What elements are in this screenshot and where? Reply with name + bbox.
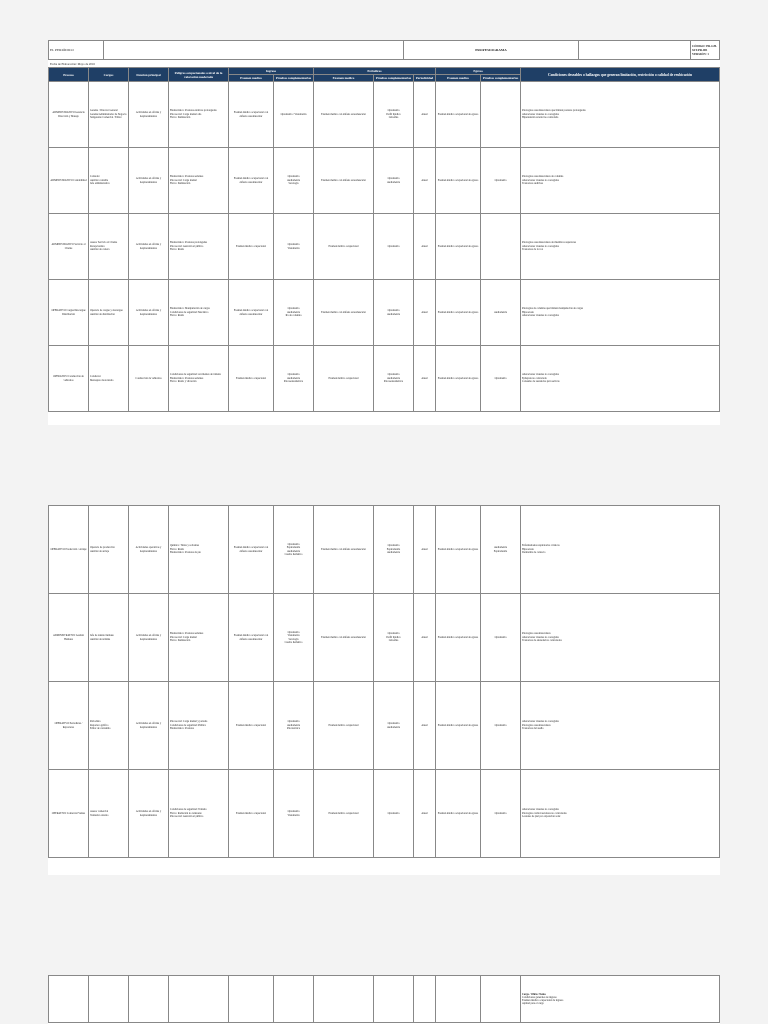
list-item: Biomecánico: Posturas estáticas prolongadas: [170, 109, 217, 113]
list-item: Audiometría: [386, 551, 401, 555]
list-item: Operario de producción: [90, 546, 115, 550]
cell-egreso-examen: Examen médico ocupacional de egreso: [436, 594, 481, 682]
cell-cargos: [89, 214, 129, 280]
cell-cargos: [89, 594, 129, 682]
cell-proceso: OPERATIVO Producción / Arriaje: [49, 506, 89, 594]
list-item: Audiometría: [493, 546, 508, 550]
table-body-2: [49, 506, 720, 858]
cell-cargos: [89, 148, 129, 214]
cell-egreso-examen: Examen médico ocupacional de egreso: [436, 148, 481, 214]
list-item: Trastornos de la voz: [522, 248, 544, 252]
list-item: Físico: Radiación no ionizante: [170, 811, 202, 815]
list-item: Optometría: [287, 307, 300, 311]
cell-periodico-pruebas: [374, 346, 414, 412]
list-item: Psicosocial: Carga mental alta: [170, 112, 202, 116]
list-item: Audiometría: [286, 310, 301, 314]
cell-egreso-examen: Examen médico ocupacional de egreso: [436, 682, 481, 770]
list-item: Optometría: [387, 109, 400, 113]
cell-proceso: OPERATIVO Periodistas / Reporteros: [49, 682, 89, 770]
col-egreso-examen: Examen medico: [436, 75, 481, 82]
cell-ingreso-examen: Examen médico ocupacional con énfasis osteomuscular: [229, 506, 274, 594]
cell-periodicidad: Anual: [414, 280, 436, 346]
table-row: [49, 214, 720, 280]
cell-egreso-pruebas: [481, 506, 521, 594]
cell-egreso-examen: Examen médico ocupacional de egreso: [436, 506, 481, 594]
cell-egreso-examen: Examen médico ocupacional de egreso: [436, 770, 481, 858]
cell-periodico-examen: Examen médico ocupacional: [314, 682, 374, 770]
list-item: Patologías osteomusculares de columna: [522, 175, 564, 179]
cell-periodico-examen: Examen médico con énfasis osteomuscular: [314, 594, 374, 682]
table-row: [49, 82, 720, 148]
col-condiciones: Condiciones deseables o hallazgos que generan limitación, restricción o calidad de reubicación: [521, 68, 720, 82]
col-periodico-pruebas: Pruebas complementarias: [374, 75, 414, 82]
cell-ingreso-pruebas: [274, 280, 314, 346]
cell-periodico-examen: Examen médico con énfasis osteomuscular: [314, 280, 374, 346]
cell-ingreso-examen: Examen médico ocupacional: [229, 682, 274, 770]
list-item: Alteraciones visuales no corregidas: [522, 178, 559, 182]
cell-egreso-pruebas: [481, 770, 521, 858]
cond-line: Aptitud para el cargo: [522, 1002, 544, 1005]
cell-periodicidad: Anual: [414, 82, 436, 148]
list-item: Optometría: [387, 544, 400, 548]
profesiograma-table-3: [48, 975, 720, 1023]
col-funcion: Función principal: [129, 68, 169, 82]
list-item: Trastornos de ansiedad no controlados: [522, 639, 562, 643]
list-item: Biomecánico: Posturas sedentes: [170, 175, 204, 179]
list-item: Optometría: [387, 632, 400, 636]
cell-periodicidad: Anual: [414, 346, 436, 412]
cell-periodico-examen: Examen médico ocupacional: [314, 214, 374, 280]
document-title: PROFESIOGRAMA: [404, 41, 579, 60]
table-row: [49, 594, 720, 682]
cell-proceso: ADMINISTRATIVO Contabilidad: [49, 148, 89, 214]
list-item: Trastornos del sueño: [522, 727, 544, 731]
list-item: Audiometría: [286, 549, 301, 553]
cell-proceso: OPERATIVO Comercial Ventas: [49, 770, 89, 858]
list-item: Optometría: [287, 243, 300, 247]
col-cargos: Cargos: [89, 68, 129, 82]
cell-proceso: ADMINISTRATIVO Gerencia Dirección y Manejo: [49, 82, 89, 148]
cell-cargos: [89, 346, 129, 412]
cell-ingreso-examen: Examen médico ocupacional: [229, 346, 274, 412]
cell-egreso-examen: Examen médico ocupacional de egreso: [436, 280, 481, 346]
list-item: Visiometría: [287, 813, 300, 817]
cell-ingreso-examen: Examen médico ocupacional con énfasis osteomuscular: [229, 280, 274, 346]
list-item: Optometría: [494, 723, 507, 727]
cell-peligros: [169, 346, 229, 412]
profesiograma-table-2: [48, 505, 720, 858]
cell-funcion: Actividades en oficina y desplazamientos: [129, 148, 169, 214]
col-proceso: Proceso: [49, 68, 89, 82]
list-item: Condiciones de seguridad: Accidentes de tránsito: [170, 373, 222, 377]
cell-funcion: Actividades en oficina y desplazamientos: [129, 682, 169, 770]
cell-periodico-pruebas: [374, 770, 414, 858]
cell-peligros: [169, 214, 229, 280]
list-item: Audiometría: [386, 376, 401, 380]
list-item: Audiometría: [493, 310, 508, 314]
list-item: Perfil lipídico: [386, 112, 401, 116]
cell-ingreso-pruebas: [274, 506, 314, 594]
cell-cargos: [89, 82, 129, 148]
document-version: VERSIÓN: 1: [692, 52, 709, 56]
cell-periodico-pruebas: [374, 506, 414, 594]
cell-periodico-examen: Examen médico ocupacional: [314, 770, 374, 858]
list-item: Serología: [288, 637, 299, 641]
cell-condiciones: [521, 506, 720, 594]
list-item: Vendedor externo: [90, 813, 109, 817]
list-item: Optometría: [287, 373, 300, 377]
list-item: Auxiliar de cartera: [90, 248, 110, 252]
cell-peligros: [169, 280, 229, 346]
list-item: Optometría: [287, 175, 300, 179]
cell-periodico-examen: Examen médico con énfasis osteomuscular: [314, 148, 374, 214]
document-page-2: [48, 505, 720, 875]
cell-ingreso-examen: Examen médico ocupacional con énfasis osteomuscular: [229, 594, 274, 682]
cell-peligros: [169, 682, 229, 770]
cell-condiciones: [521, 594, 720, 682]
list-item: Optometría: [387, 811, 400, 815]
cell-ingreso-examen: Examen médico ocupacional: [229, 770, 274, 858]
list-item: Psicosocial: Carga mental y jornada: [170, 720, 208, 724]
list-item: Optometría / Visiometría: [280, 112, 307, 116]
cell-ingreso-pruebas: [274, 82, 314, 148]
document-code: CÓDIGO: PR-GH-SST-PR-001: [692, 44, 717, 52]
cell-funcion: Actividades en oficina y desplazamientos: [129, 594, 169, 682]
cell-condiciones: [521, 214, 720, 280]
list-item: Psicosocial: Carga mental: [170, 178, 197, 182]
elaboration-date: Fecha de Elaboración: Mayo de 2016: [50, 62, 95, 66]
list-item: Epilepsia no controlada: [522, 376, 547, 380]
list-item: Reportero gráfico: [90, 723, 109, 727]
cell-cargos: [89, 682, 129, 770]
cell-periodico-examen: Examen médico ocupacional: [314, 346, 374, 412]
cell-proceso: ADMINISTRATIVO Servicio al Cliente: [49, 214, 89, 280]
list-item: Físico: Iluminación: [170, 116, 191, 120]
cond-line: Condiciones generales de ingreso: [522, 996, 557, 999]
cell-condiciones: [521, 682, 720, 770]
profesiograma-table-1: [48, 67, 720, 412]
cell-periodico-examen: Examen médico con énfasis osteomuscular: [314, 82, 374, 148]
cell-egreso-examen: Examen médico ocupacional de egreso: [436, 214, 481, 280]
list-item: Mensajero motorizado: [90, 378, 114, 382]
list-item: Patologías osteomusculares que limiten posturas prolongadas: [522, 109, 586, 113]
list-item: Glicemia: [388, 116, 399, 120]
list-item: Optometría: [494, 178, 507, 182]
list-item: Auxiliar de distribución: [90, 312, 115, 316]
list-item: Biomecánico: Posturas sedentes: [170, 376, 204, 380]
cell-egreso-pruebas: [481, 594, 521, 682]
list-item: Optometría: [287, 542, 300, 546]
cell-periodico-pruebas: [374, 594, 414, 682]
table-body-1: [49, 82, 720, 412]
cell-cargos: [89, 770, 129, 858]
cell-condiciones: [521, 82, 720, 148]
document-page-1: [48, 40, 720, 425]
cell-egreso-pruebas: [481, 148, 521, 214]
list-item: Cuadro hemático: [284, 552, 303, 556]
list-item: Asesor comercial: [90, 810, 109, 814]
list-item: Dermatitis de contacto: [522, 551, 546, 555]
cell-periodicidad: Anual: [414, 148, 436, 214]
cell-egreso-pruebas: [481, 82, 521, 148]
cond-line: Examen médico ocupacional de ingreso: [522, 999, 564, 1002]
col-egreso-pruebas: Pruebas complementarias: [481, 75, 521, 82]
list-item: Optometría: [387, 244, 400, 248]
list-item: Espirometría: [386, 547, 401, 551]
list-item: Espirometría: [493, 549, 508, 553]
list-item: Psicosocial: Atención al público: [170, 815, 204, 819]
cell-periodicidad: Anual: [414, 214, 436, 280]
cell-peligros: [169, 594, 229, 682]
table-row: [49, 682, 720, 770]
cell-periodico-pruebas: [374, 214, 414, 280]
list-item: Optometría: [387, 177, 400, 181]
list-item: Físico: Iluminación: [170, 639, 191, 643]
list-item: Cuadro hemático: [284, 640, 303, 644]
list-item: Alteraciones visuales no corregidas: [522, 112, 559, 116]
list-item: Visiometría: [287, 246, 300, 250]
list-item: Auxiliar de arriaje: [90, 549, 110, 553]
list-item: Hipoacusia: [522, 310, 534, 314]
cell-proceso: OPERATIVO Conducción de vehículos: [49, 346, 89, 412]
list-item: Hipoacusia: [522, 547, 534, 551]
col-ingreso-examen: Examen medico: [229, 75, 274, 82]
cell-peligros: [169, 82, 229, 148]
cell-ingreso-examen: Examen médico ocupacional con énfasis osteomuscular: [229, 82, 274, 148]
list-item: Psicosocial: Carga mental: [170, 635, 197, 639]
col-ingreso-pruebas: Pruebas complementarias: [274, 75, 314, 82]
list-item: Gerente / Director General: [90, 109, 118, 113]
cell-condiciones: [521, 346, 720, 412]
list-item: Jefe administrativo: [90, 182, 110, 186]
col-egreso: Egreso: [436, 68, 521, 75]
list-item: Conductor: [90, 375, 101, 379]
table-row: [49, 346, 720, 412]
cell-periodicidad: Anual: [414, 682, 436, 770]
list-item: Físico: Ruido: [170, 314, 185, 318]
cell-egreso-pruebas: [481, 346, 521, 412]
list-item: Optometría: [494, 811, 507, 815]
list-item: Físico: Ruido: [170, 547, 185, 551]
cell-periodicidad: Anual: [414, 594, 436, 682]
list-item: Operario de cargue y descargue: [90, 309, 123, 313]
cell-periodicidad: Anual: [414, 770, 436, 858]
list-item: Optometría: [494, 635, 507, 639]
list-item: Patologías de columna que limiten manipulación de cargas: [522, 307, 583, 311]
list-item: Patologías osteomusculares: [522, 723, 551, 727]
list-item: Biomecánico: Posturas prolongadas: [170, 241, 208, 245]
list-item: Auxiliar de nómina: [90, 637, 111, 641]
list-item: Perfil lipídico: [386, 635, 401, 639]
list-item: Físico: Iluminación: [170, 182, 191, 186]
list-item: Patologías osteomusculares de miembros superiores: [522, 241, 577, 245]
col-ingreso: Ingreso: [229, 68, 314, 75]
list-item: Gerente/Administrador de Negocio: [90, 112, 127, 116]
table-row: [49, 976, 720, 1023]
document-page-3: [48, 975, 720, 1024]
cell-funcion: Actividades operativas y desplazamientos: [129, 506, 169, 594]
list-item: Biomecánico: Posturas: [170, 727, 194, 731]
table-row: [49, 148, 720, 214]
cell-condiciones: [521, 770, 720, 858]
cell-peligros: [169, 148, 229, 214]
list-item: Alteraciones visuales no corregidas: [522, 373, 559, 377]
cell-condiciones: [521, 280, 720, 346]
cell-funcion: Conducción de vehículos: [129, 346, 169, 412]
cell-egreso-pruebas: [481, 280, 521, 346]
list-item: Recepcionista: [90, 244, 105, 248]
cell-ingreso-pruebas: [274, 148, 314, 214]
table-row: [49, 770, 720, 858]
cell-ingreso-pruebas: [274, 770, 314, 858]
list-item: Auxiliar contable: [90, 178, 109, 182]
list-item: Audiometría: [286, 376, 301, 380]
list-item: Condiciones de seguridad: Público: [170, 723, 207, 727]
cell-periodico-pruebas: [374, 682, 414, 770]
header-table: [48, 40, 720, 60]
list-item: Jefe de talento humano: [90, 634, 114, 638]
list-item: Visiometría: [287, 634, 300, 638]
list-item: Condiciones de seguridad: Tránsito: [170, 808, 207, 812]
list-item: Psicosensométrica: [283, 380, 304, 384]
cell-egreso-examen: Examen médico ocupacional de egreso: [436, 346, 481, 412]
list-item: Alteraciones visuales no corregidas: [522, 635, 559, 639]
cell-funcion: Actividades en oficina y desplazamientos: [129, 214, 169, 280]
list-item: Patologías cardiovasculares no controladas: [522, 811, 567, 815]
cell-ingreso-pruebas: [274, 214, 314, 280]
cell-egreso-pruebas: [481, 214, 521, 280]
cond-title: Cargo / Oficio: Todos: [522, 993, 546, 996]
list-item: Físico: Ruido y vibración: [170, 380, 197, 384]
list-item: Alteraciones visuales no corregidas: [522, 720, 559, 724]
list-item: Optometría: [387, 722, 400, 726]
cell-cargos: [89, 280, 129, 346]
list-item: Optometría: [387, 309, 400, 313]
cell-periodico-pruebas: [374, 280, 414, 346]
cell-ingreso-pruebas: [274, 346, 314, 412]
cell-proceso: OPERATIVO Cargue/Descargue Distribución: [49, 280, 89, 346]
cell-ingreso-pruebas: [274, 594, 314, 682]
cell-cargos: [89, 506, 129, 594]
cell-condiciones: [521, 148, 720, 214]
table-row: [49, 506, 720, 594]
list-item: Espirometría: [286, 546, 301, 550]
cell-funcion: Actividades en oficina y desplazamientos: [129, 770, 169, 858]
col-peligros: Peligros ocupacionales a nivel de la valoración moderada: [169, 68, 229, 82]
list-item: Alteraciones visuales no corregidas: [522, 808, 559, 812]
list-item: Consumo de sustancias psicoactivas: [522, 380, 560, 384]
list-item: Audiometría: [386, 725, 401, 729]
list-item: Alteraciones visuales no corregidas: [522, 314, 559, 318]
list-item: Enfermedades respiratorias crónicas: [522, 544, 560, 548]
list-item: Psicosocial: Atención al público: [170, 244, 204, 248]
col-periodicos: Periódicos: [314, 68, 436, 75]
list-item: Trastornos auditivos: [522, 182, 544, 186]
list-item: Biomecánico: Manipulación de cargas: [170, 307, 210, 311]
cell-periodicidad: Anual: [414, 506, 436, 594]
list-item: Contador: [90, 175, 100, 179]
list-item: Psicosensométrica: [383, 380, 404, 384]
list-item: Asesor Servicio al Cliente: [90, 241, 118, 245]
col-periodico-examen: Examen medico: [314, 75, 374, 82]
list-item: Subgerente Comercial / Editor: [90, 116, 122, 120]
company-name: EL PERIÓDICO: [49, 41, 104, 60]
list-item: Audiometría: [286, 723, 301, 727]
table-row: [49, 280, 720, 346]
list-item: Biomecánico: Posturas de pie: [170, 551, 201, 555]
cell-ingreso-pruebas: [274, 682, 314, 770]
list-item: Optometría: [387, 373, 400, 377]
col-periodicidad: Periodicidad: [414, 75, 436, 82]
cell-peligros: [169, 770, 229, 858]
cell-periodico-pruebas: [374, 148, 414, 214]
list-item: Alteraciones visuales no corregidas: [522, 244, 559, 248]
list-item: Rx de columna: [285, 314, 302, 318]
cell-funcion: Actividades en oficina y desplazamientos: [129, 82, 169, 148]
list-item: Glicemia: [388, 639, 399, 643]
list-item: Audiometría: [286, 178, 301, 182]
list-item: Optometría: [287, 720, 300, 724]
list-item: Químico: Tintas y solventes: [170, 544, 200, 548]
cell-egreso-pruebas: [481, 682, 521, 770]
list-item: Patologías osteomusculares: [522, 632, 551, 636]
list-item: Hipertensión arterial no controlada: [522, 116, 559, 120]
cell-periodico-pruebas: [374, 82, 414, 148]
list-item: Físico: Ruido: [170, 248, 185, 252]
list-item: Audiometría: [386, 180, 401, 184]
list-item: Serología: [288, 182, 299, 186]
list-item: Editor de contenido: [90, 727, 111, 731]
list-item: Lesiones de piel por exposición solar: [522, 815, 561, 819]
cell-funcion: Actividades en oficina y desplazamientos: [129, 280, 169, 346]
cell-egreso-examen: Examen médico ocupacional de egreso: [436, 82, 481, 148]
list-item: Optometría: [287, 810, 300, 814]
list-item: Biomecánico: Posturas sedentes: [170, 632, 204, 636]
list-item: Psicotécnica: [287, 727, 300, 731]
list-item: Optometría: [287, 630, 300, 634]
list-item: Condiciones de seguridad: Mecánico: [170, 310, 209, 314]
cell-proceso: ADMINISTRATIVO Gestión Humana: [49, 594, 89, 682]
list-item: Periodista: [90, 720, 101, 724]
list-item: Audiometría: [386, 312, 401, 316]
cell-peligros: [169, 506, 229, 594]
cell-periodico-examen: Examen médico con énfasis osteomuscular: [314, 506, 374, 594]
cell-ingreso-examen: Examen médico ocupacional: [229, 214, 274, 280]
cell-ingreso-examen: Examen médico ocupacional con énfasis osteomuscular: [229, 148, 274, 214]
list-item: Optometría: [494, 376, 507, 380]
